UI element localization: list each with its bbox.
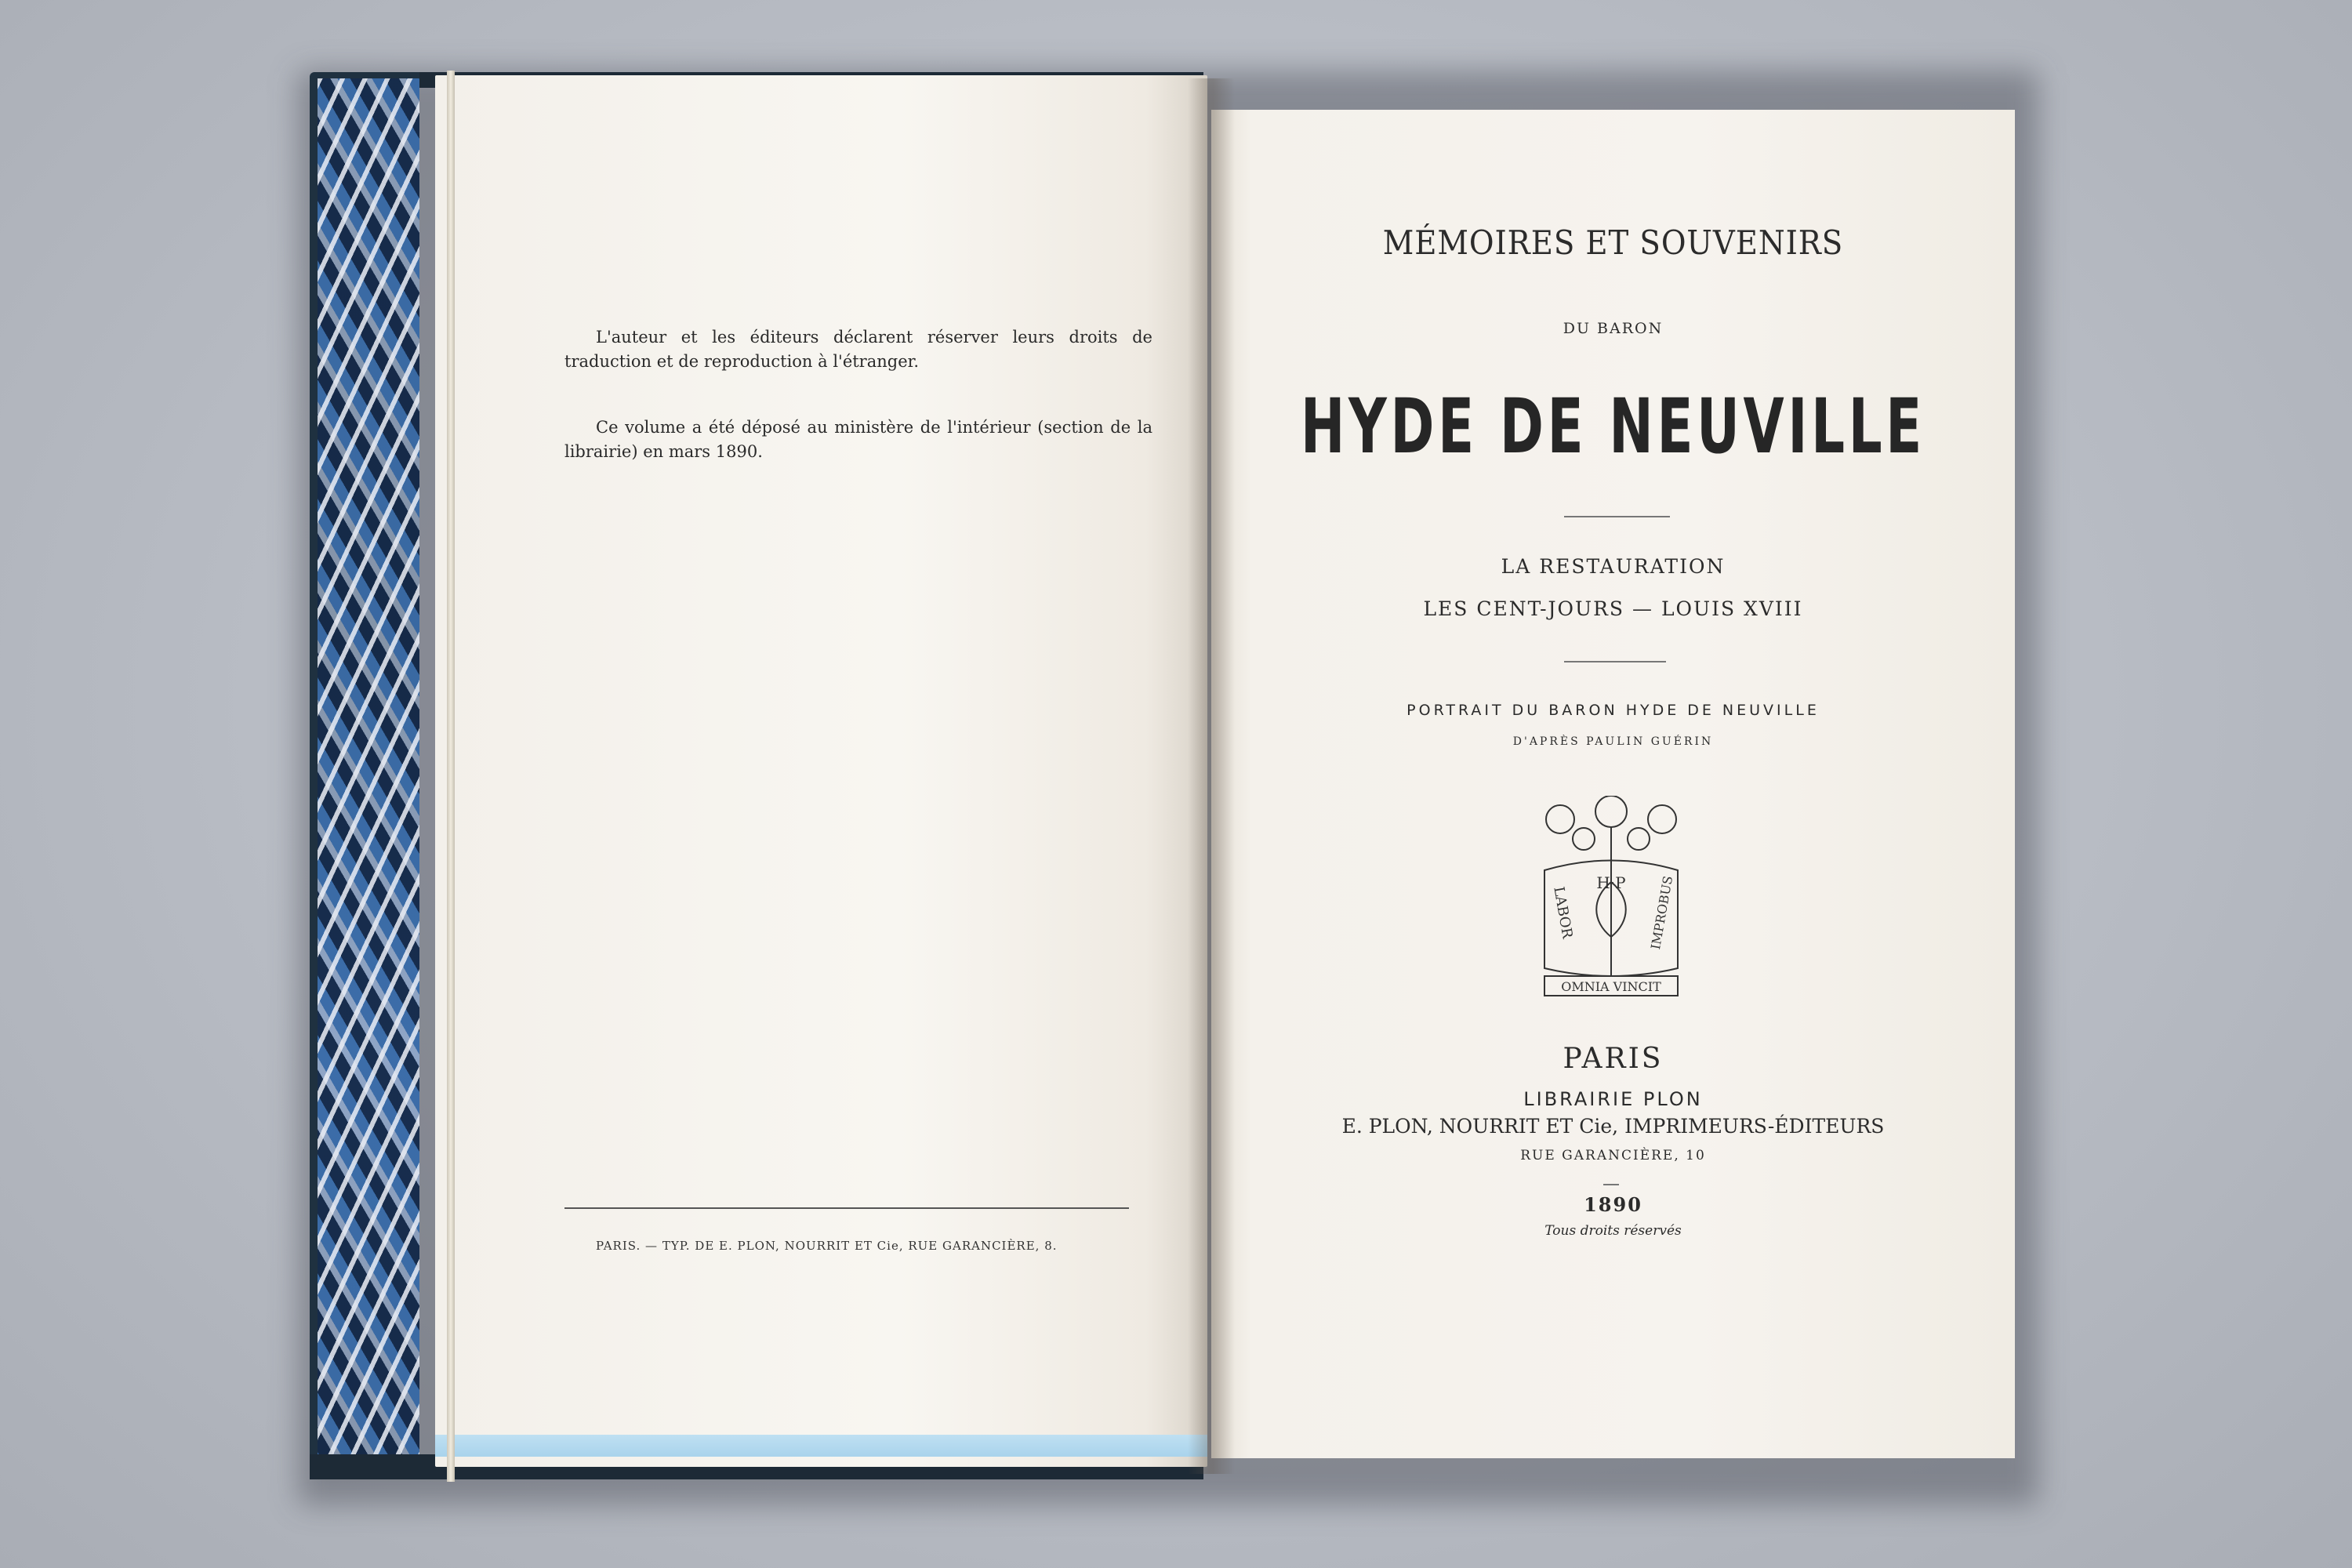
emblem-word-left: LABOR <box>1550 885 1576 940</box>
portrait-credit: D'APRÈS PAULIN GUÉRIN <box>1512 735 1714 748</box>
publisher-emblem-icon <box>1529 796 1693 1007</box>
subtitle-rule <box>1564 661 1666 662</box>
printer-imprint: PARIS. — TYP. DE E. PLON, NOURRIT ET Cie, RUE GARANCIÈRE, 8. <box>596 1239 1058 1253</box>
rights-reserved: Tous droits réservés <box>1544 1223 1682 1239</box>
title-page <box>1211 110 2015 1458</box>
author-name: HYDE DE NEUVILLE <box>1300 383 1926 470</box>
portrait-caption: PORTRAIT DU BARON HYDE DE NEUVILLE <box>1406 702 1820 719</box>
subtitle-cent-jours: LES CENT-JOURS — LOUIS XVIII <box>1423 597 1803 620</box>
librairie-name: LIBRAIRIE PLON <box>1523 1088 1703 1110</box>
publication-year: 1890 <box>1584 1193 1642 1216</box>
left-page <box>435 75 1207 1467</box>
du-baron-line: DU BARON <box>1563 320 1664 337</box>
book-gutter <box>1188 78 1235 1474</box>
year-rule <box>1603 1184 1619 1185</box>
deposit-notice: Ce volume a été déposé au ministère de l'intérieur (section de la librairie) en mars 1890. <box>564 418 1152 461</box>
emblem-monogram: H·P <box>1596 873 1626 892</box>
bookmark-ribbon <box>447 71 455 1482</box>
title-rule <box>1564 516 1670 517</box>
publisher-city: PARIS <box>1563 1043 1664 1075</box>
imprint-rule <box>564 1207 1129 1209</box>
blue-page-edge <box>435 1435 1207 1457</box>
emblem-motto: OMNIA VINCIT <box>1561 979 1661 994</box>
publisher-address: RUE GARANCIÈRE, 10 <box>1520 1148 1706 1163</box>
rights-notice: L'auteur et les éditeurs déclarent réserver leurs droits de traduction et de reproduction à l'étranger. <box>564 328 1152 371</box>
emblem-word-right: IMPROBUS <box>1647 874 1676 951</box>
book-title: MÉMOIRES ET SOUVENIRS <box>1382 223 1844 262</box>
subtitle-restauration: LA RESTAURATION <box>1501 555 1726 578</box>
marbled-endpaper <box>318 78 419 1474</box>
publisher-line: E. PLON, NOURRIT ET Cie, IMPRIMEURS-ÉDITEURS <box>1341 1115 1885 1138</box>
